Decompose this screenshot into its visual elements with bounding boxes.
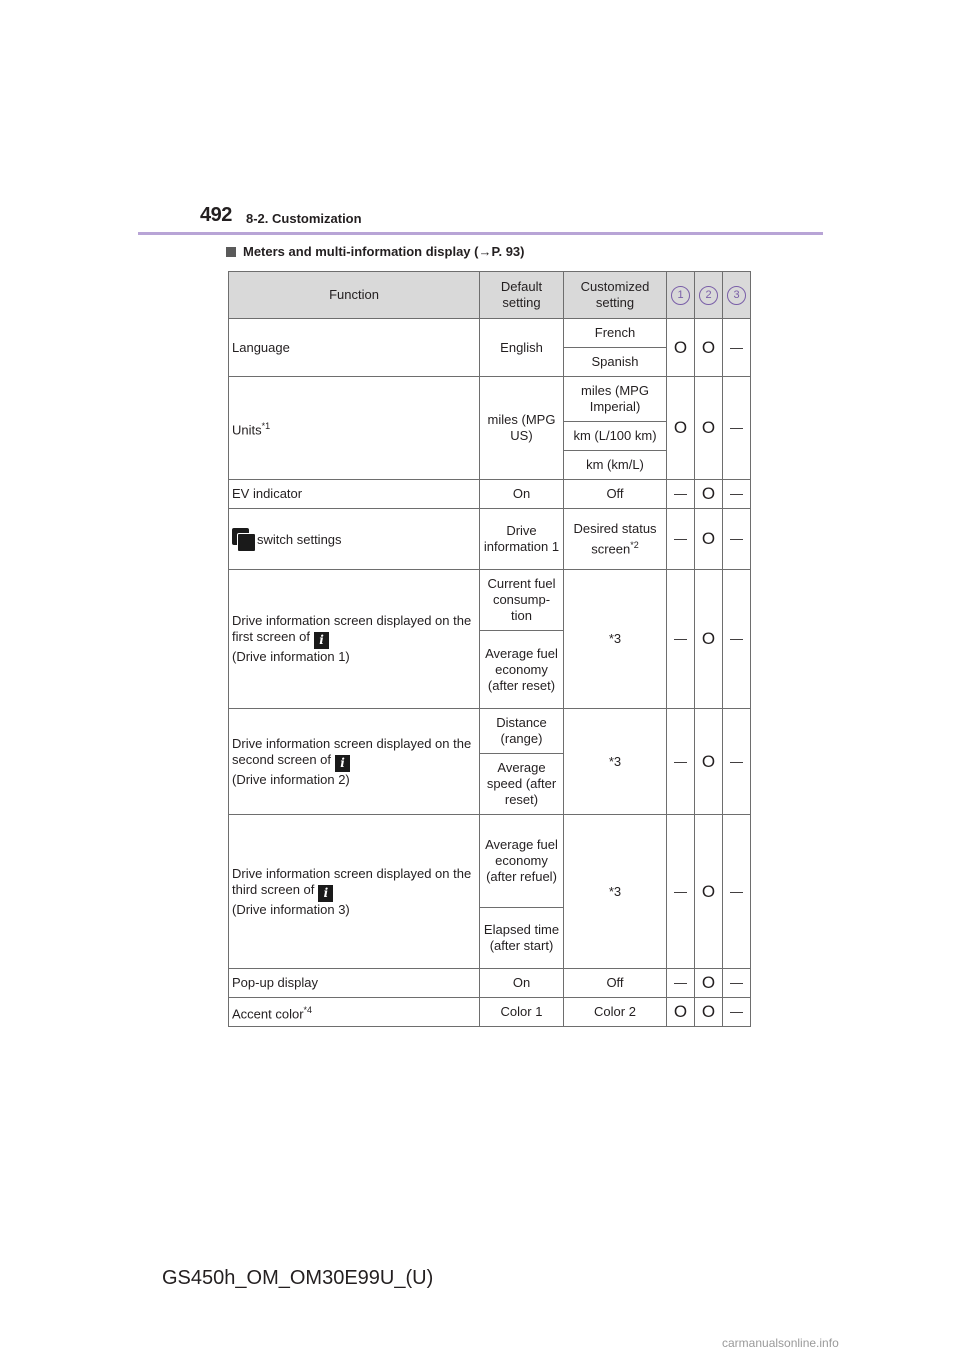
mark-cell: O: [695, 377, 723, 480]
mark-cell: —: [667, 969, 695, 998]
custom-cell: km (km/L): [564, 451, 667, 480]
default-cell: Current fuel consump-tion: [480, 570, 564, 631]
watermark: carmanualsonline.info: [722, 1336, 839, 1350]
mark-cell: —: [723, 319, 751, 377]
footnote-mark: *2: [630, 539, 639, 550]
default-cell: Color 1: [480, 998, 564, 1027]
mark-cell: —: [667, 509, 695, 570]
default-cell: Distance (range): [480, 709, 564, 754]
function-subtext: (Drive information 3): [232, 901, 350, 917]
function-cell: Pop-up display: [229, 969, 480, 998]
function-text: Drive information screen displayed on the first screen of: [232, 613, 472, 644]
custom-cell: Spanish: [564, 348, 667, 377]
mark-cell: —: [667, 709, 695, 815]
default-cell: English: [480, 319, 564, 377]
mark-cell: O: [695, 815, 723, 969]
info-icon: i: [318, 885, 333, 902]
accent-label: Accent color: [232, 1006, 304, 1022]
mark-cell: O: [667, 319, 695, 377]
function-cell: Language: [229, 319, 480, 377]
mark-cell: O: [695, 509, 723, 570]
mark-cell: O: [695, 998, 723, 1027]
mark-cell: —: [723, 509, 751, 570]
default-cell: Average fuel economy (after reset): [480, 631, 564, 709]
mark-cell: —: [667, 570, 695, 709]
custom-cell: French: [564, 319, 667, 348]
default-cell: On: [480, 969, 564, 998]
mark-cell: —: [667, 815, 695, 969]
info-icon: i: [335, 755, 350, 772]
mark-cell: O: [695, 709, 723, 815]
mark-cell: —: [723, 969, 751, 998]
header-col-1: [667, 272, 695, 319]
table-row: [229, 709, 751, 754]
header-default: Default setting: [480, 272, 564, 319]
function-cell: [229, 570, 480, 709]
table-row: [229, 969, 751, 998]
mark-cell: —: [723, 377, 751, 480]
mark-cell: O: [667, 998, 695, 1027]
footnote-mark: *1: [261, 420, 271, 431]
mark-cell: —: [723, 815, 751, 969]
square-bullet-icon: [226, 247, 236, 257]
mark-cell: —: [723, 570, 751, 709]
custom-cell: miles (MPG Imperial): [564, 377, 667, 422]
custom-text: Desired status screen: [573, 520, 657, 557]
customization-table: [228, 271, 751, 1027]
arrow-icon: →: [478, 244, 492, 259]
function-text: Drive information screen displayed on the third screen of: [232, 865, 472, 897]
function-cell: [229, 709, 480, 815]
default-cell: Average fuel economy (after refuel): [480, 815, 564, 908]
mark-cell: O: [695, 480, 723, 509]
heading-text: Meters and multi-information display (: [243, 244, 479, 259]
header-function: Function: [229, 272, 480, 319]
table-row: [229, 480, 751, 509]
number-badge-1: 1: [671, 286, 690, 305]
mark-cell: O: [667, 377, 695, 480]
footnote-mark: *4: [303, 1004, 313, 1015]
custom-cell: *3: [564, 570, 667, 709]
table-row: [229, 509, 751, 570]
document-code: GS450h_OM_OM30E99U_(U): [162, 1267, 434, 1289]
page-number: 492: [200, 204, 232, 226]
mark-cell: O: [695, 969, 723, 998]
header-col-2: [695, 272, 723, 319]
number-badge-3: 3: [727, 286, 746, 305]
mark-cell: O: [695, 319, 723, 377]
default-cell: On: [480, 480, 564, 509]
table-row: [229, 319, 751, 348]
function-text: Drive information screen displayed on the second screen of: [232, 735, 472, 767]
mark-cell: —: [723, 709, 751, 815]
custom-cell: *3: [564, 709, 667, 815]
default-cell: Average speed (after reset): [480, 754, 564, 815]
units-label: Units: [232, 422, 262, 438]
function-subtext: (Drive information 1): [232, 649, 350, 664]
mark-cell: —: [667, 480, 695, 509]
heading-link[interactable]: P. 93): [491, 244, 525, 259]
info-icon: i: [314, 632, 329, 649]
table-row: [229, 815, 751, 908]
function-cell: EV indicator: [229, 480, 480, 509]
custom-cell: Color 2: [564, 998, 667, 1027]
function-cell: [229, 377, 480, 480]
function-subtext: (Drive information 2): [232, 771, 350, 787]
number-badge-2: 2: [699, 286, 718, 305]
custom-cell: Off: [564, 480, 667, 509]
custom-cell: km (L/100 km): [564, 422, 667, 451]
table-header-row: [229, 272, 751, 319]
subsection-heading: [226, 244, 524, 259]
header-col-3: [723, 272, 751, 319]
function-cell: [229, 509, 480, 570]
custom-cell: [564, 509, 667, 570]
display-switch-icon: [232, 528, 254, 550]
mark-cell: O: [695, 570, 723, 709]
mark-cell: —: [723, 480, 751, 509]
custom-cell: *3: [564, 815, 667, 969]
section-title: 8-2. Customization: [246, 211, 362, 226]
function-cell: [229, 998, 480, 1027]
table-row: [229, 570, 751, 631]
table-row: [229, 377, 751, 422]
default-cell: miles (MPG US): [480, 377, 564, 480]
custom-cell: Off: [564, 969, 667, 998]
default-cell: Elapsed time (after start): [480, 908, 564, 969]
table-row: [229, 998, 751, 1027]
switch-settings-label: switch settings: [257, 532, 342, 547]
header-customized: Customized setting: [564, 272, 667, 319]
default-cell: Drive information 1: [480, 509, 564, 570]
mark-cell: —: [723, 998, 751, 1027]
function-cell: [229, 815, 480, 969]
header-divider: [138, 232, 823, 235]
